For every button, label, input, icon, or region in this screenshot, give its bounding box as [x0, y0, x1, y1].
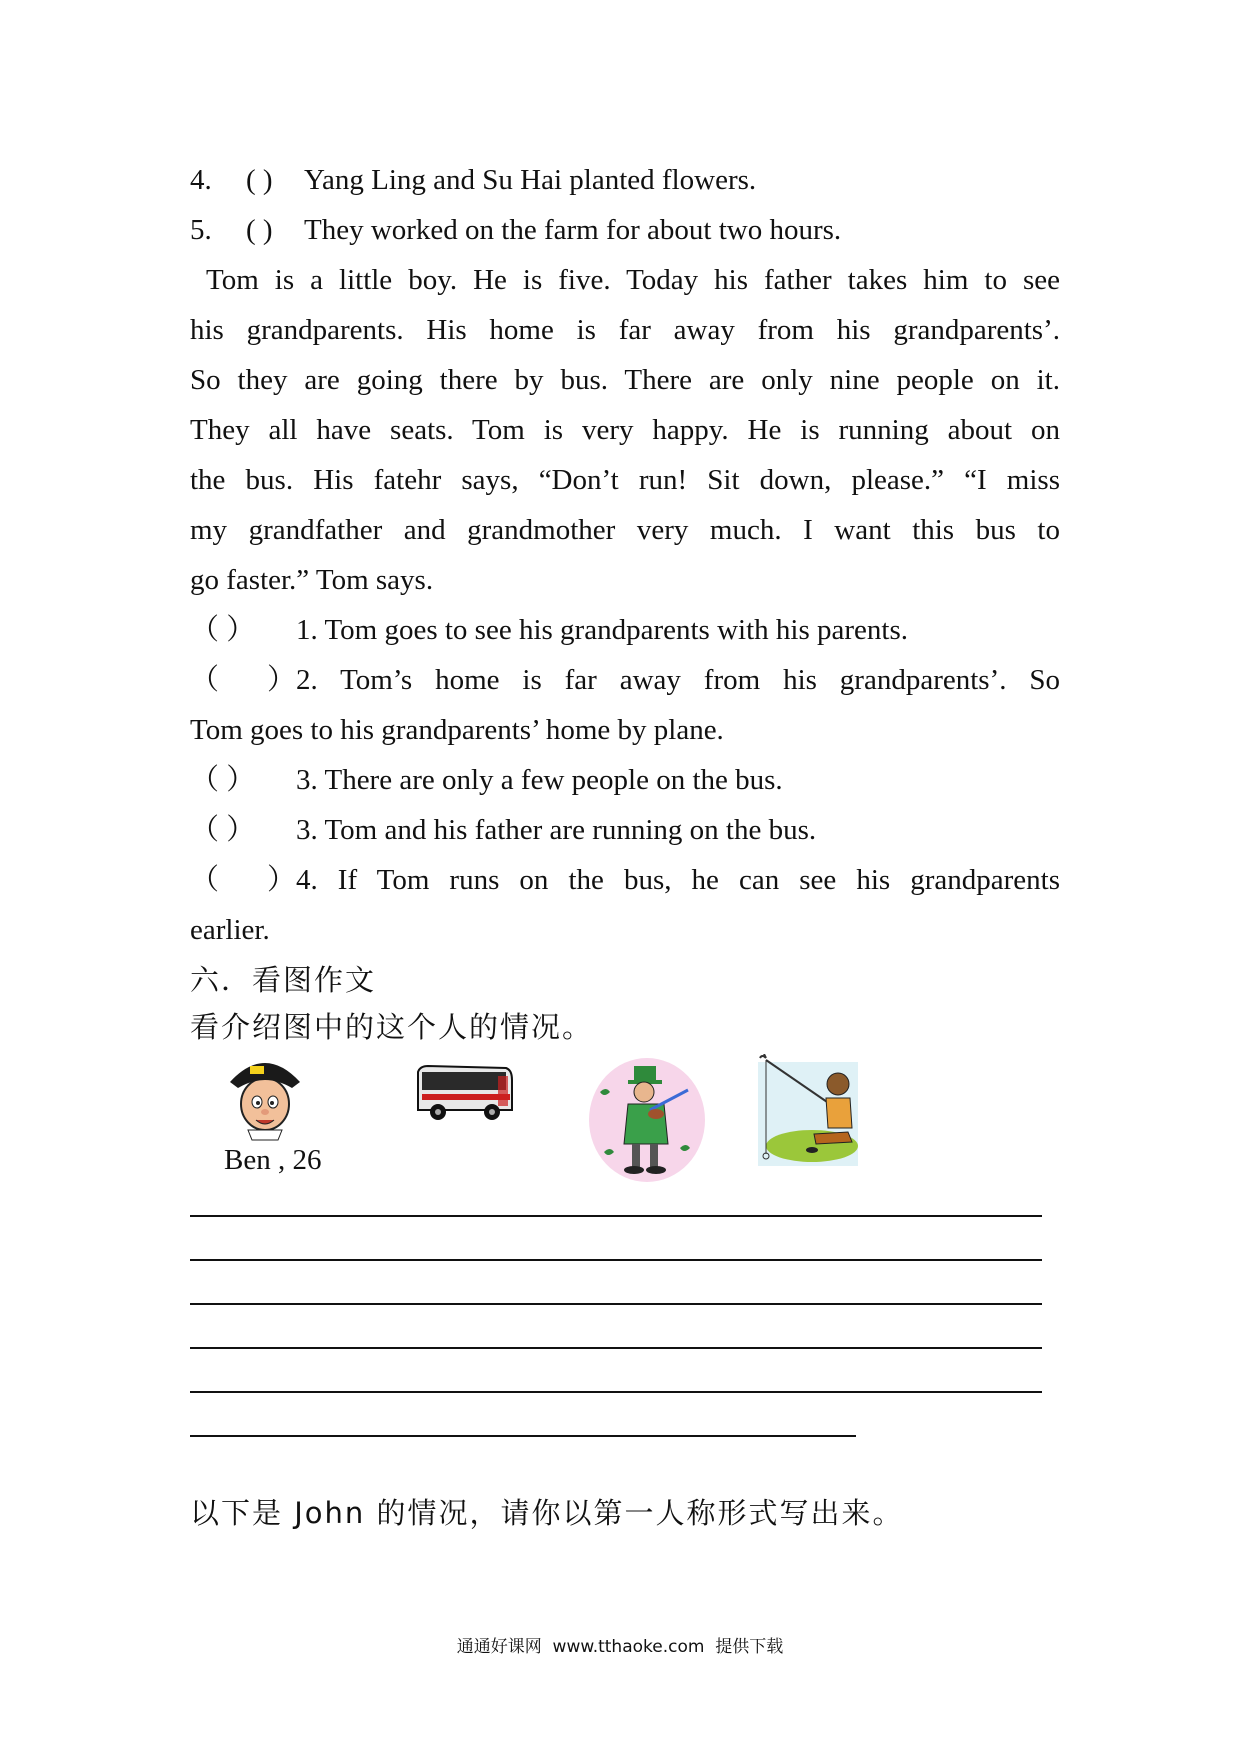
question-text: 3. Tom and his father are running on the bus. [296, 814, 817, 846]
answer-parens: （ ） [190, 814, 256, 846]
question-continuation: Tom goes to his grandparents’ home by plane. [190, 714, 724, 746]
question-continuation: earlier. [190, 914, 270, 946]
item-text: They worked on the farm for about two hours. [304, 214, 842, 246]
passage-line: his grandparents. His home is far away from his grandparents’. [190, 314, 1060, 346]
answer-parens: （ ） [190, 864, 296, 896]
question-text: 1. Tom goes to see his grandparents with his parents. [296, 614, 908, 646]
person-label: Ben , 26 [224, 1144, 322, 1176]
item-text: Yang Ling and Su Hai planted flowers. [304, 164, 757, 196]
item-5 [190, 205, 1060, 255]
writing-line[interactable] [190, 1303, 1042, 1305]
answer-parens: （ ） [190, 664, 296, 696]
item-number: 5. [190, 214, 212, 246]
section-title: 六．看图作文 [190, 963, 377, 997]
writing-line[interactable] [190, 1435, 856, 1437]
question-4 [190, 855, 1060, 905]
passage-line: my grandfather and grandmother very much. I want this bus to [190, 514, 1060, 546]
question-text: 3. There are only a few people on the bus. [296, 764, 783, 796]
question-text: 2. Tom’s home is far away from his grandparents’. So [296, 664, 1060, 696]
page-footer: 通通好课网 www.tthaoke.com 提供下载 [456, 1637, 784, 1657]
passage-line: So they are going there by bus. There are only nine people on it. [190, 364, 1060, 396]
question-3a [190, 755, 1060, 805]
item-4 [190, 155, 1060, 205]
bus-icon [412, 1062, 516, 1128]
passage-line: go faster.” Tom says. [190, 564, 434, 596]
answer-parens: （ ） [190, 764, 256, 796]
writing-line[interactable] [190, 1259, 1042, 1261]
second-instruction: 以下是 John 的情况，请你以第一人称形式写出来。 [190, 1496, 904, 1530]
question-3b [190, 805, 1060, 855]
passage-line: the bus. His fatehr says, “Don’t run! Sit down, please.” “I miss [190, 464, 1060, 496]
answer-parens: ( ) [246, 164, 273, 196]
section-instruction: 看介绍图中的这个人的情况。 [190, 1010, 594, 1044]
answer-parens: （ ） [190, 614, 256, 646]
writing-line[interactable] [190, 1391, 1042, 1393]
writing-line[interactable] [190, 1347, 1042, 1349]
passage-line: They all have seats. Tom is very happy. He is running about on [190, 414, 1060, 446]
answer-parens: ( ) [246, 214, 273, 246]
writing-line[interactable] [190, 1215, 1042, 1217]
item-number: 4. [190, 164, 212, 196]
fishing-boy-icon [752, 1054, 864, 1172]
violinist-icon [584, 1052, 710, 1184]
passage-line: Tom is a little boy. He is five. Today his father takes him to see [190, 264, 1060, 296]
boy-in-cap-icon [220, 1052, 310, 1142]
question-1 [190, 605, 1060, 655]
question-text: 4. If Tom runs on the bus, he can see his grandparents [296, 864, 1060, 896]
question-2 [190, 655, 1060, 705]
